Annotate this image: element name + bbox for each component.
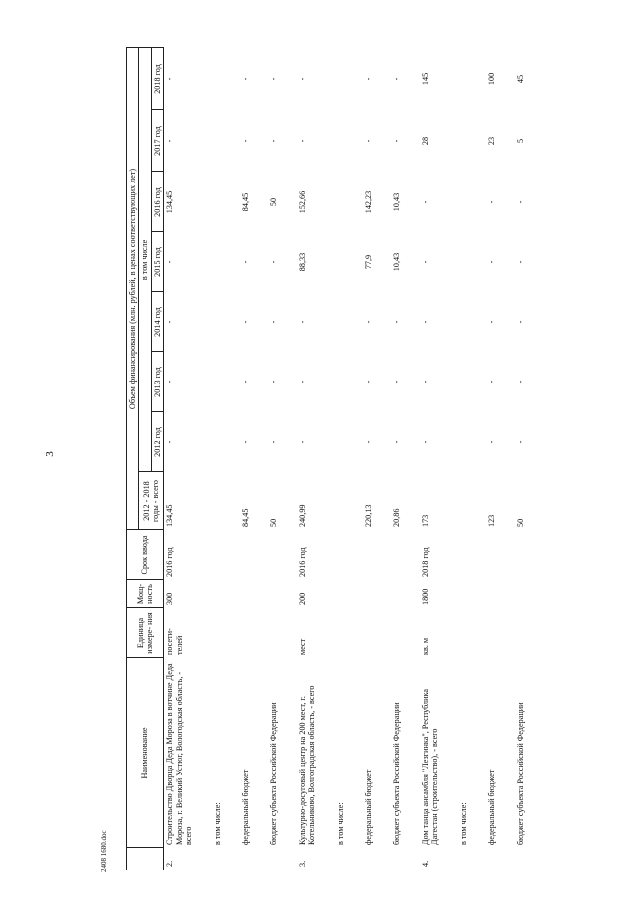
row-total: 240,99: [297, 504, 307, 527]
row-year-value: [318, 412, 346, 472]
row-capacity: [469, 580, 497, 608]
row-capacity: 300: [165, 592, 175, 605]
row-year-value: [318, 110, 346, 172]
row-year-value: -: [392, 380, 402, 384]
row-number: [318, 848, 346, 870]
row-unit: [318, 608, 346, 658]
row-year-value: -: [392, 320, 402, 324]
row-term: [469, 530, 497, 580]
row-capacity: [498, 580, 526, 608]
row-unit: мест: [297, 638, 307, 655]
row-year-value: -: [165, 77, 175, 81]
row-number: [441, 848, 469, 870]
row-number: [251, 848, 279, 870]
table-row: [251, 48, 279, 870]
row-year-value: -: [240, 77, 250, 81]
table-body: [164, 48, 526, 870]
row-name: в том числе:: [335, 802, 345, 845]
row-capacity: [318, 580, 346, 608]
row-year-value: -: [269, 440, 279, 444]
row-unit: [223, 608, 251, 658]
document-footer: 2408 1680.doc: [100, 830, 108, 872]
row-term: [195, 530, 223, 580]
funding-table: [126, 47, 526, 870]
row-term: [223, 530, 251, 580]
row-year-value: -: [297, 320, 307, 324]
row-term: 2016 год: [297, 547, 307, 577]
row-year-value: -: [487, 260, 497, 264]
row-year-value: [195, 48, 223, 110]
row-year-value: [318, 232, 346, 292]
row-year-value: -: [420, 320, 430, 324]
table-row: [195, 48, 223, 870]
header-capacity: Мощ- ность: [127, 580, 164, 608]
row-year-value: -: [240, 320, 250, 324]
table-row: [374, 48, 402, 870]
row-number: [223, 848, 251, 870]
row-year-value: [195, 412, 223, 472]
row-year-value: -: [269, 320, 279, 324]
row-year-value: 152,66: [297, 190, 307, 214]
header-year: 2013 год: [151, 352, 163, 412]
row-year-value: -: [515, 320, 525, 324]
row-year-value: [318, 352, 346, 412]
row-number: 2.: [165, 860, 175, 867]
row-year-value: -: [165, 440, 175, 444]
row-name: бюджет субъекта Российской Федерации: [392, 702, 402, 845]
funding-table-container: [126, 48, 622, 870]
table-row: [280, 48, 318, 870]
table-row: [164, 48, 195, 870]
row-year-value: -: [364, 440, 374, 444]
row-number: [498, 848, 526, 870]
row-year-value: -: [240, 139, 250, 143]
row-year-value: -: [420, 380, 430, 384]
header-commissioning: Срок ввода: [127, 530, 164, 580]
row-term: [318, 530, 346, 580]
row-capacity: [223, 580, 251, 608]
table-row: [346, 48, 374, 870]
row-capacity: [441, 580, 469, 608]
row-year-value: -: [487, 200, 497, 204]
row-total: 50: [515, 518, 525, 527]
row-total: 123: [487, 514, 497, 527]
row-year-value: -: [420, 260, 430, 264]
row-year-value: 142,23: [364, 190, 374, 214]
row-number: [195, 848, 223, 870]
row-year-value: -: [165, 139, 175, 143]
row-number: 3.: [297, 860, 307, 867]
row-term: 2016 год: [165, 547, 175, 577]
row-year-value: -: [392, 77, 402, 81]
table-row: [498, 48, 526, 870]
row-year-value: -: [240, 260, 250, 264]
row-total: 84,45: [240, 508, 250, 527]
row-year-value: [441, 232, 469, 292]
row-name: бюджет субъекта Российской Федерации: [269, 702, 279, 845]
row-number: [374, 848, 402, 870]
row-year-value: -: [420, 440, 430, 444]
header-total: 2012 - 2018 годы - всего: [139, 472, 164, 530]
page-number: 3: [43, 451, 56, 457]
row-capacity: [374, 580, 402, 608]
header-year: 2015 год: [151, 232, 163, 292]
header-year: 2014 год: [151, 292, 163, 352]
header-including: в том числе: [139, 48, 151, 472]
row-year-value: -: [297, 380, 307, 384]
row-year-value: -: [364, 139, 374, 143]
row-year-value: -: [297, 139, 307, 143]
row-year-value: -: [487, 380, 497, 384]
header-year: 2017 год: [151, 110, 163, 172]
row-capacity: [251, 580, 279, 608]
row-year-value: -: [297, 440, 307, 444]
row-unit: [346, 608, 374, 658]
row-year-value: 134,45: [165, 190, 175, 214]
row-year-value: [441, 110, 469, 172]
row-year-value: -: [269, 260, 279, 264]
row-year-value: -: [165, 260, 175, 264]
row-capacity: 200: [297, 592, 307, 605]
row-unit: [498, 608, 526, 658]
row-unit: посети- телей: [165, 628, 184, 655]
row-year-value: -: [392, 139, 402, 143]
row-year-value: [441, 412, 469, 472]
row-term: [374, 530, 402, 580]
row-term: [346, 530, 374, 580]
row-name: Культурно-досуговый центр на 200 мест, г. Котельниково, Волгоградская область, - всего: [297, 685, 317, 845]
table-row: [441, 48, 469, 870]
row-year-value: -: [269, 139, 279, 143]
header-year: 2018 год: [151, 48, 163, 110]
row-name: бюджет субъекта Российской Федерации: [515, 702, 525, 845]
row-total: 173: [420, 514, 430, 527]
row-year-value: -: [392, 440, 402, 444]
row-year-value: 23: [487, 136, 497, 146]
row-year-value: -: [487, 320, 497, 324]
table-row: [318, 48, 346, 870]
row-year-value: 10,43: [392, 192, 402, 212]
row-unit: [251, 608, 279, 658]
row-name: Дом танца ансамбля "Лезгинка", Республика Дагестан (строительство), - всего: [420, 689, 440, 845]
row-year-value: -: [165, 320, 175, 324]
row-year-value: [318, 172, 346, 232]
header-funding-volume: Объем финансирования (млн. рублей, в ценах соответствующих лет): [127, 48, 139, 530]
row-year-value: -: [165, 380, 175, 384]
row-year-value: -: [515, 260, 525, 264]
row-name: федеральный бюджет: [487, 769, 497, 845]
row-year-value: -: [240, 440, 250, 444]
row-unit: [441, 608, 469, 658]
row-year-value: 50: [269, 197, 279, 207]
row-year-value: 77,9: [364, 254, 374, 270]
row-name: в том числе:: [212, 802, 222, 845]
row-year-value: -: [515, 200, 525, 204]
row-year-value: [318, 292, 346, 352]
row-number: [346, 848, 374, 870]
row-year-value: [195, 110, 223, 172]
row-unit: [195, 608, 223, 658]
row-year-value: 84,45: [240, 192, 250, 212]
table-row: [223, 48, 251, 870]
row-year-value: [195, 292, 223, 352]
header-unit: Единица измере- ния: [127, 608, 164, 658]
row-year-value: [441, 48, 469, 110]
table-row: [403, 48, 441, 870]
header-name: Наименование: [127, 658, 164, 848]
row-term: [441, 530, 469, 580]
row-total: [318, 472, 346, 530]
row-year-value: 5: [515, 138, 525, 144]
row-year-value: -: [269, 77, 279, 81]
row-total: [195, 472, 223, 530]
row-year-value: 45: [515, 74, 525, 84]
row-capacity: [346, 580, 374, 608]
row-year-value: [195, 232, 223, 292]
row-year-value: [441, 292, 469, 352]
row-term: [498, 530, 526, 580]
row-unit: [374, 608, 402, 658]
row-year-value: -: [297, 77, 307, 81]
row-year-value: [318, 48, 346, 110]
table-row: [469, 48, 497, 870]
row-term: [251, 530, 279, 580]
header-year: 2012 год: [151, 412, 163, 472]
row-year-value: 28: [420, 136, 430, 146]
row-year-value: -: [364, 380, 374, 384]
row-year-value: -: [240, 380, 250, 384]
row-year-value: 145: [420, 72, 430, 86]
row-year-value: [441, 172, 469, 232]
row-total: 20,86: [392, 508, 402, 527]
row-year-value: -: [515, 380, 525, 384]
row-capacity: 1800: [420, 588, 430, 605]
row-year-value: 10,43: [392, 252, 402, 272]
row-year-value: -: [269, 380, 279, 384]
row-year-value: [441, 352, 469, 412]
row-total: [441, 472, 469, 530]
row-year-value: 88,33: [297, 252, 307, 272]
row-total: 220,13: [364, 504, 374, 527]
row-capacity: [195, 580, 223, 608]
row-number: [469, 848, 497, 870]
row-year-value: [195, 352, 223, 412]
row-total: 134,45: [165, 504, 175, 527]
row-year-value: [195, 172, 223, 232]
row-year-value: -: [420, 200, 430, 204]
row-year-value: -: [364, 320, 374, 324]
row-year-value: -: [515, 440, 525, 444]
row-total: 50: [269, 518, 279, 527]
row-name: федеральный бюджет: [364, 769, 374, 845]
row-name: в том числе:: [458, 802, 468, 845]
row-number: 4.: [420, 860, 430, 867]
row-unit: кв. м: [420, 637, 430, 655]
row-name: Строительство Дворца Деда Мороза в вотчине Деда Мороза, г. Великий Устюг, Вологодская область, - всего: [165, 663, 194, 845]
row-year-value: 100: [487, 72, 497, 86]
row-term: 2018 год: [420, 547, 430, 577]
header-year: 2016 год: [151, 172, 163, 232]
row-year-value: -: [487, 440, 497, 444]
row-name: федеральный бюджет: [240, 769, 250, 845]
row-year-value: -: [364, 77, 374, 81]
row-unit: [469, 608, 497, 658]
